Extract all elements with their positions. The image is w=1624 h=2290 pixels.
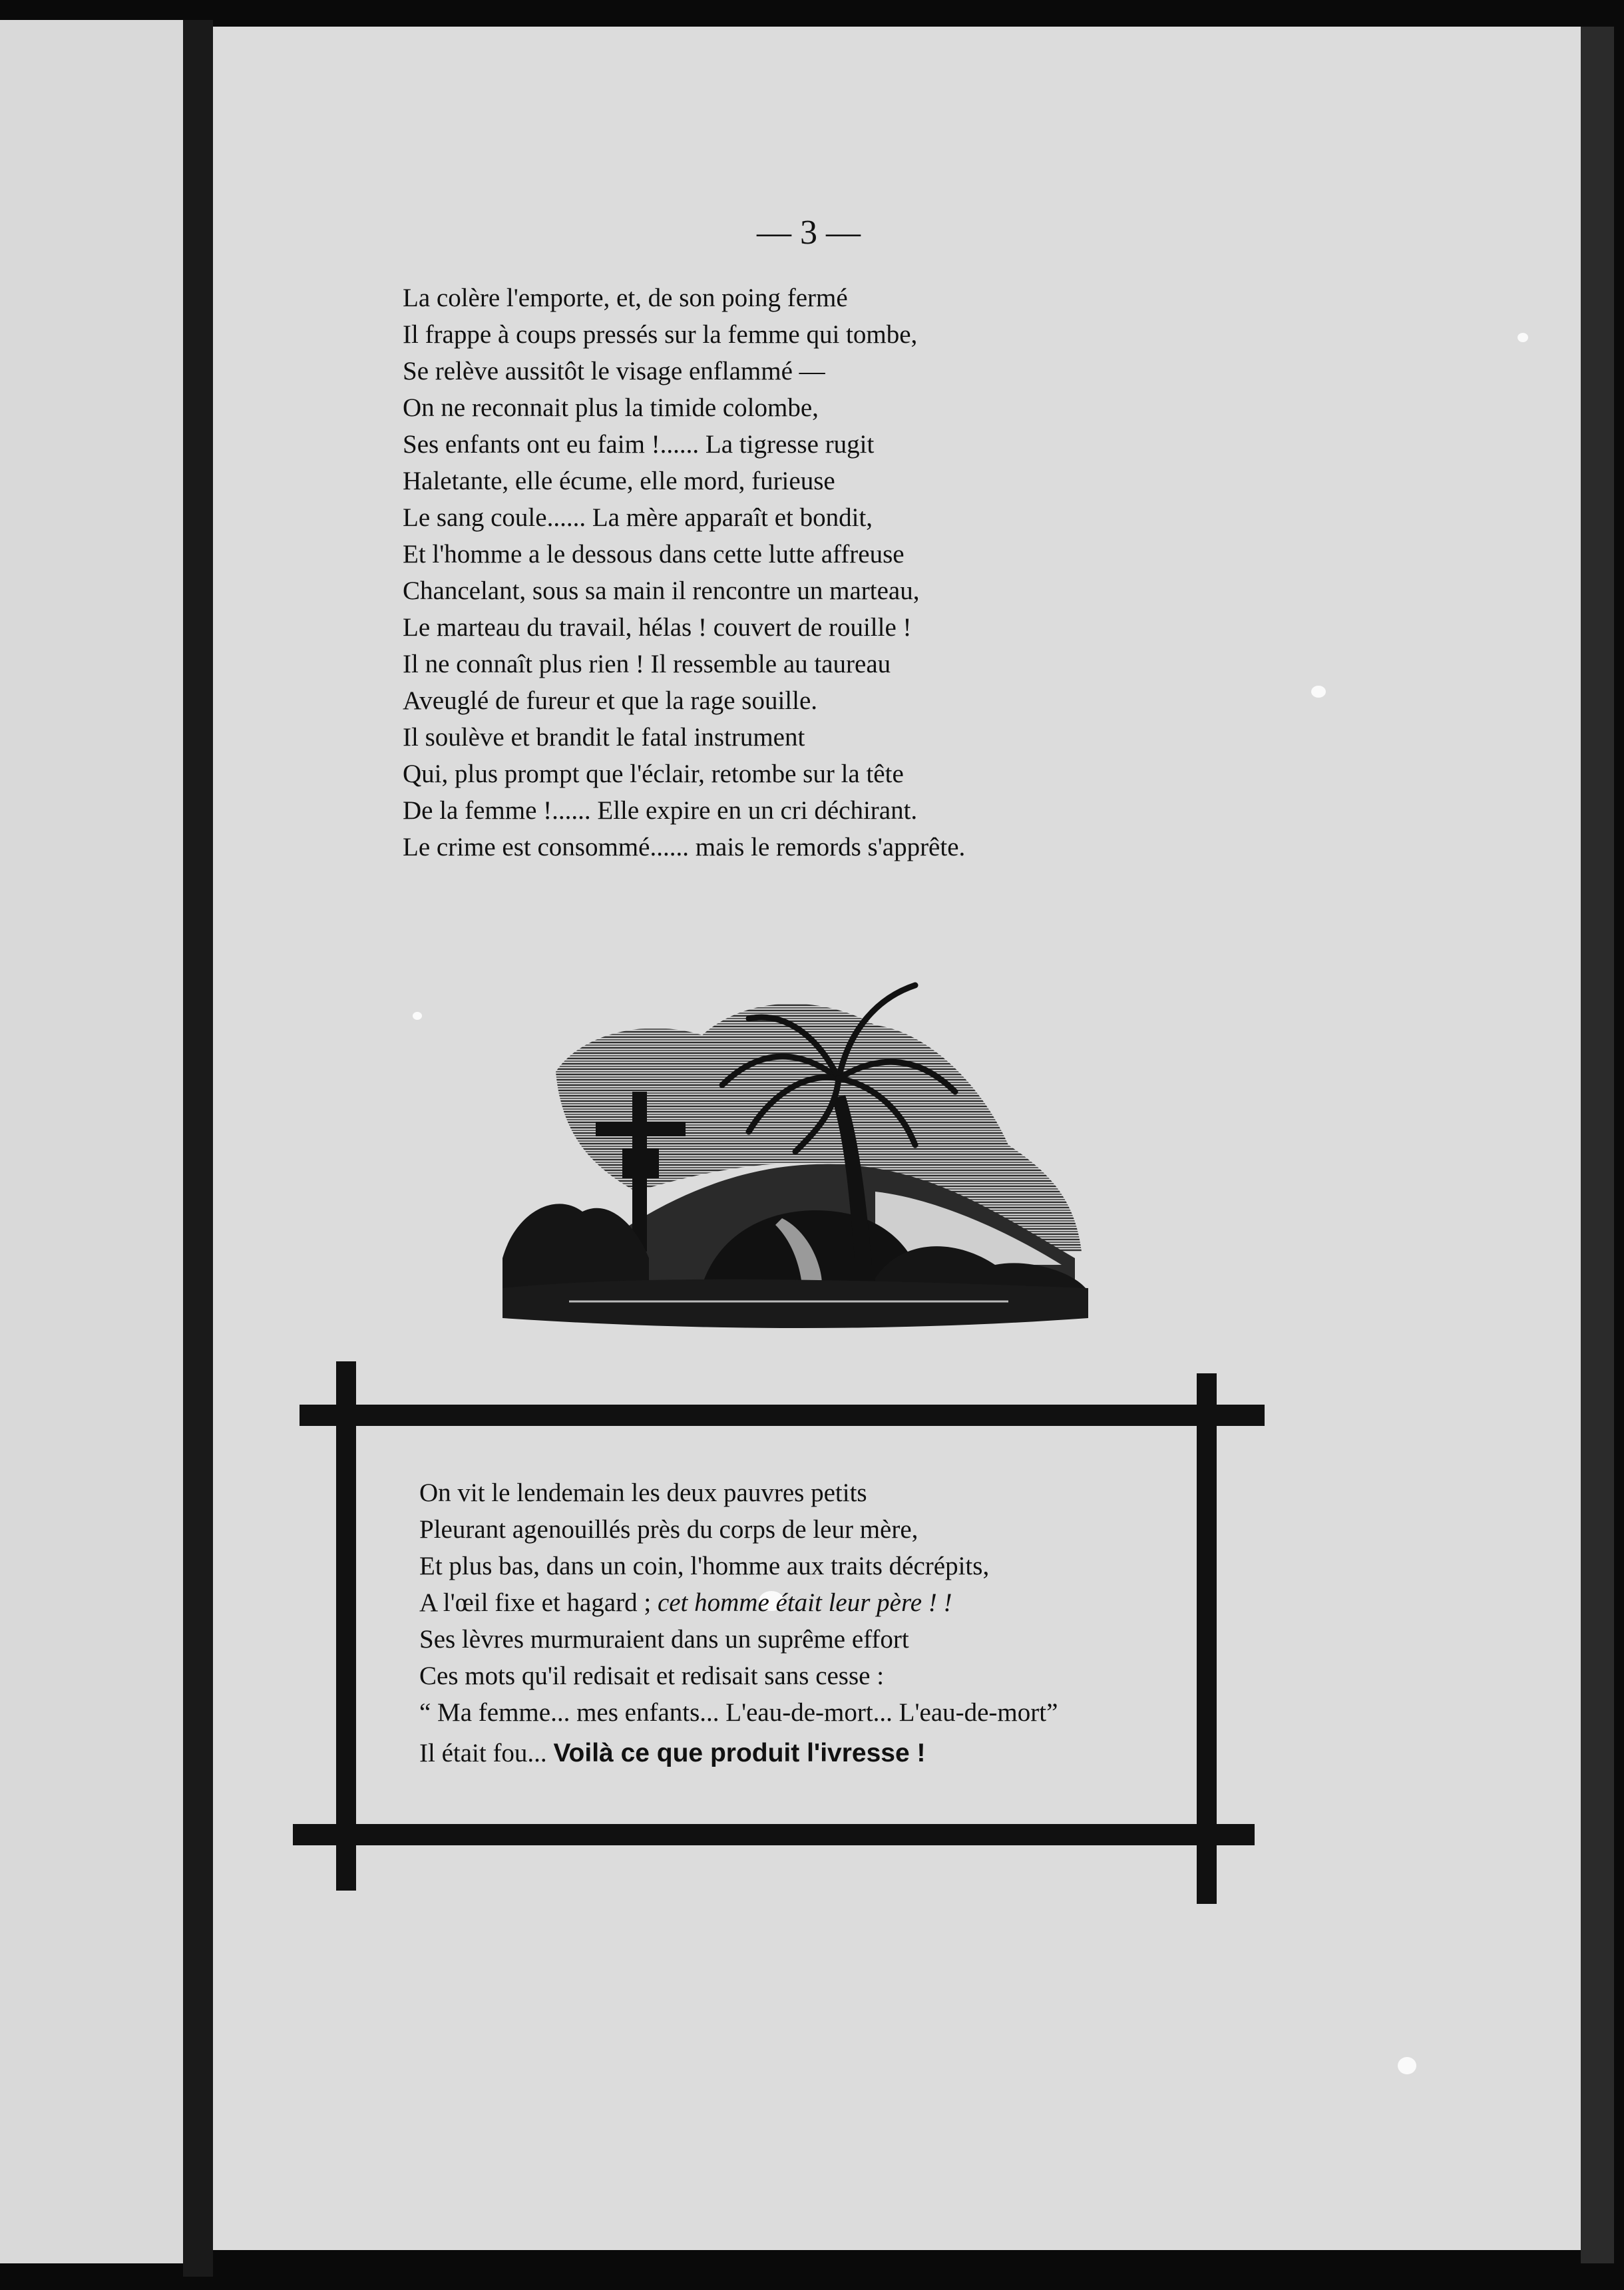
stanza-line: “ Ma femme... mes enfants... L'eau-de-mort... L'eau-de-mort” [419, 1698, 1058, 1727]
poem-line: Il ne connaît plus rien ! Il ressemble au taureau [403, 650, 891, 678]
page-number: — 3 — [757, 214, 861, 252]
frame-bar-left [336, 1361, 356, 1891]
frame-bar-bottom [293, 1824, 1255, 1845]
poem-line: Et l'homme a le dessous dans cette lutte affreuse [403, 540, 905, 569]
stanza-line: Pleurant agenouillés près du corps de leur mère, [419, 1515, 918, 1544]
stanza-line-plain: Il était fou... [419, 1739, 554, 1767]
paper-speck [1398, 2057, 1416, 2074]
left-page-edge [0, 20, 183, 2263]
poem-line: Il soulève et brandit le fatal instrument [403, 723, 805, 752]
poem-line: Haletante, elle écume, elle mord, furieuse [403, 467, 835, 495]
paper-speck [413, 1012, 422, 1020]
poem-line: Qui, plus prompt que l'éclair, retombe sur la tête [403, 760, 904, 788]
stanza-line-plain: A l'œil fixe et hagard ; [419, 1588, 658, 1617]
paper-speck [1311, 686, 1326, 698]
stanza-line [419, 1735, 1218, 1771]
right-page-edge [1581, 27, 1614, 2263]
poem-line: Ses enfants ont eu faim !...... La tigresse rugit [403, 430, 875, 459]
poem-line: Aveuglé de fureur et que la rage souille. [403, 686, 818, 715]
moral-statement: Voilà ce que produit l'ivresse ! [553, 1739, 926, 1767]
poem-line: De la femme !...... Elle expire en un cri déchirant. [403, 796, 918, 825]
poem-line: On ne reconnait plus la timide colombe, [403, 393, 819, 422]
stanza-line: On vit le lendemain les deux pauvres petits [419, 1479, 867, 1507]
frame-bar-top [300, 1405, 1265, 1426]
stanza-line-italic: cet homme était leur père ! ! [657, 1588, 952, 1617]
poem-stanza [403, 280, 1201, 865]
stanza-line [419, 1584, 1218, 1621]
poem-line: Le sang coule...... La mère apparaît et bondit, [403, 503, 873, 532]
poem-line: La colère l'emporte, et, de son poing fermé [403, 284, 848, 312]
poem-line: Il frappe à coups pressés sur la femme qui tombe, [403, 320, 918, 349]
stanza-line: Ses lèvres murmuraient dans un suprême effort [419, 1625, 909, 1654]
paper-speck [1518, 333, 1528, 342]
stanza-line: Et plus bas, dans un coin, l'homme aux traits décrépits, [419, 1552, 990, 1580]
poem-line: Le marteau du travail, hélas ! couvert de rouille ! [403, 613, 912, 642]
stanza-line: Ces mots qu'il redisait et redisait sans cesse : [419, 1662, 885, 1690]
poem-line: Se relève aussitôt le visage enflammé — [403, 357, 825, 385]
poem-line: Chancelant, sous sa main il rencontre un marteau, [403, 576, 920, 605]
poem-line: Le crime est consommé...... mais le remords s'apprête. [403, 833, 966, 861]
book-spine [183, 20, 213, 2277]
grave-cross-palm-engraving-icon [503, 972, 1088, 1345]
framed-stanza [419, 1475, 1218, 1771]
